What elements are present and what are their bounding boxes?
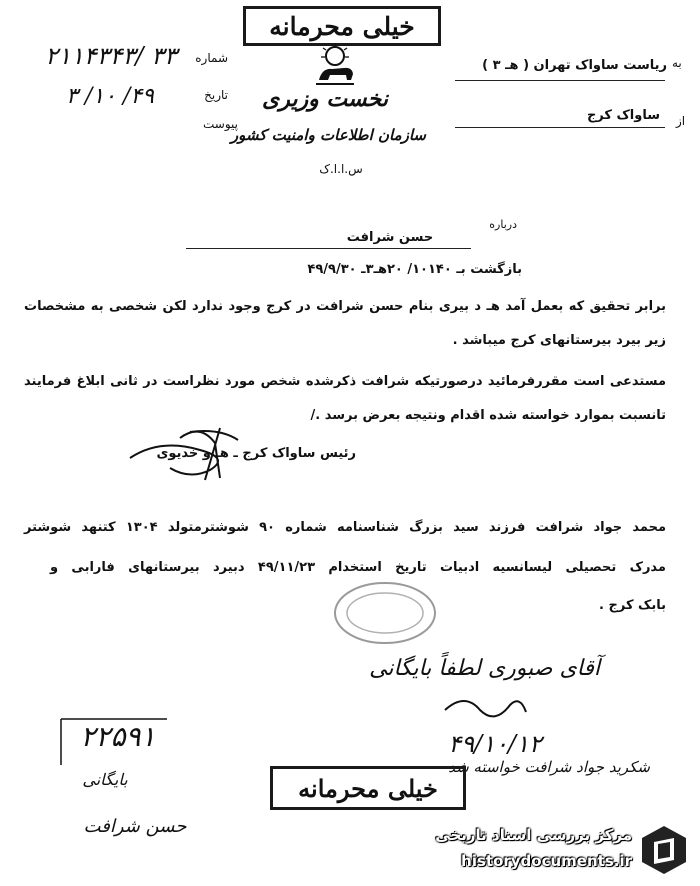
- top-stamp-text: خیلی محرمانه: [269, 11, 415, 41]
- to-underline: [455, 80, 665, 81]
- handwritten-name: حسن شرافت: [83, 816, 187, 837]
- body-line-1: برابر تحقیق که بعمل آمد هـ د بیری بنام حسن شرافت در کرج وجود ندارد لکن شخصی به مشخصات: [24, 299, 666, 314]
- organization-subtitle: سازمان اطلاعات وامنیت کشور: [230, 126, 426, 144]
- number-label: شماره: [195, 51, 228, 65]
- handwritten-date: ۴۹/۱۰/۱۲: [448, 730, 542, 758]
- sender-from: ساواک کرج: [586, 108, 660, 123]
- lion-and-sun-emblem: [310, 42, 360, 88]
- ministry-title: نخست وزیری: [262, 86, 388, 112]
- top-classification-stamp: [243, 6, 441, 46]
- body-line-2: زیر بیرد بیرستانهای کرج میباشد .: [452, 333, 666, 348]
- body-line-4: تانسبت بموارد خواسته شده اقدام ونتیجه بعرض برسد ./: [310, 408, 666, 423]
- body-line-6: مدرک تحصیلی لیسانسیه ادبیات تاریخ استخدام ۴۹/۱۱/۲۳ دبیرد بیرستانهای فارابی و: [50, 560, 666, 575]
- letter-date-value: ۴۹/ ۱۰/ ۳: [66, 84, 154, 109]
- bottom-stamp-text: خیلی محرمانه: [298, 773, 438, 803]
- body-line-7: بابک کرج .: [599, 598, 666, 613]
- watermark-title: مرکز بررسی اسناد تاریخی: [435, 826, 632, 844]
- reference-line: بازگشت بـ ۱۰۱۴۰/ ۲۰هـ۳ـ ۴۹/۹/۳۰: [307, 262, 522, 277]
- handwritten-note-1: آقای صبوری لطفاً بایگانی: [369, 656, 600, 681]
- to-mark: به: [672, 56, 682, 70]
- attachment-label: پیوست: [203, 117, 238, 131]
- watermark-logo-icon: [640, 824, 688, 876]
- bottom-classification-stamp: [270, 766, 466, 810]
- watermark: [412, 820, 692, 880]
- handwritten-note-2: شکرید جواد شرافت خواسته شد: [448, 758, 650, 776]
- recipient-to: ریاست ساواک تهران ( هـ ۳ ): [482, 58, 667, 73]
- letter-number-value: ۳۳ /۲۱۱۴۳۴۳: [45, 42, 177, 70]
- watermark-url: historydocuments.ir: [461, 852, 632, 870]
- from-mark: از: [676, 114, 686, 128]
- handwritten-file-number: ۲۲۵۹۱: [80, 720, 156, 753]
- subject-value: حسن شرافت: [346, 230, 434, 245]
- file-number-box: [55, 715, 175, 770]
- body-line-3: مستدعی است مقررفرمائید درصورتیکه شرافت ذکرشده شخص مورد نظراست در ثانی ابلاغ فرمایند: [24, 374, 666, 389]
- faint-round-stamp: [330, 578, 440, 648]
- subject-underline: [186, 248, 471, 249]
- signature-line: رئیس ساواک کرج ـ هـ و خدیوی: [156, 446, 356, 461]
- body-line-5: محمد جواد شرافت فرزند سید بزرگ شناسنامه شماره ۹۰ شوشترمتولد ۱۳۰۴ کتنهد شوشتر: [24, 520, 666, 535]
- note-scribble: [440, 690, 530, 730]
- handwritten-archive: بایگانی: [82, 770, 128, 789]
- from-underline: [455, 127, 665, 128]
- subject-label: درباره: [489, 218, 517, 231]
- date-label: تاریخ: [204, 88, 228, 102]
- organization-code: س.ا.ا.ک: [319, 162, 363, 176]
